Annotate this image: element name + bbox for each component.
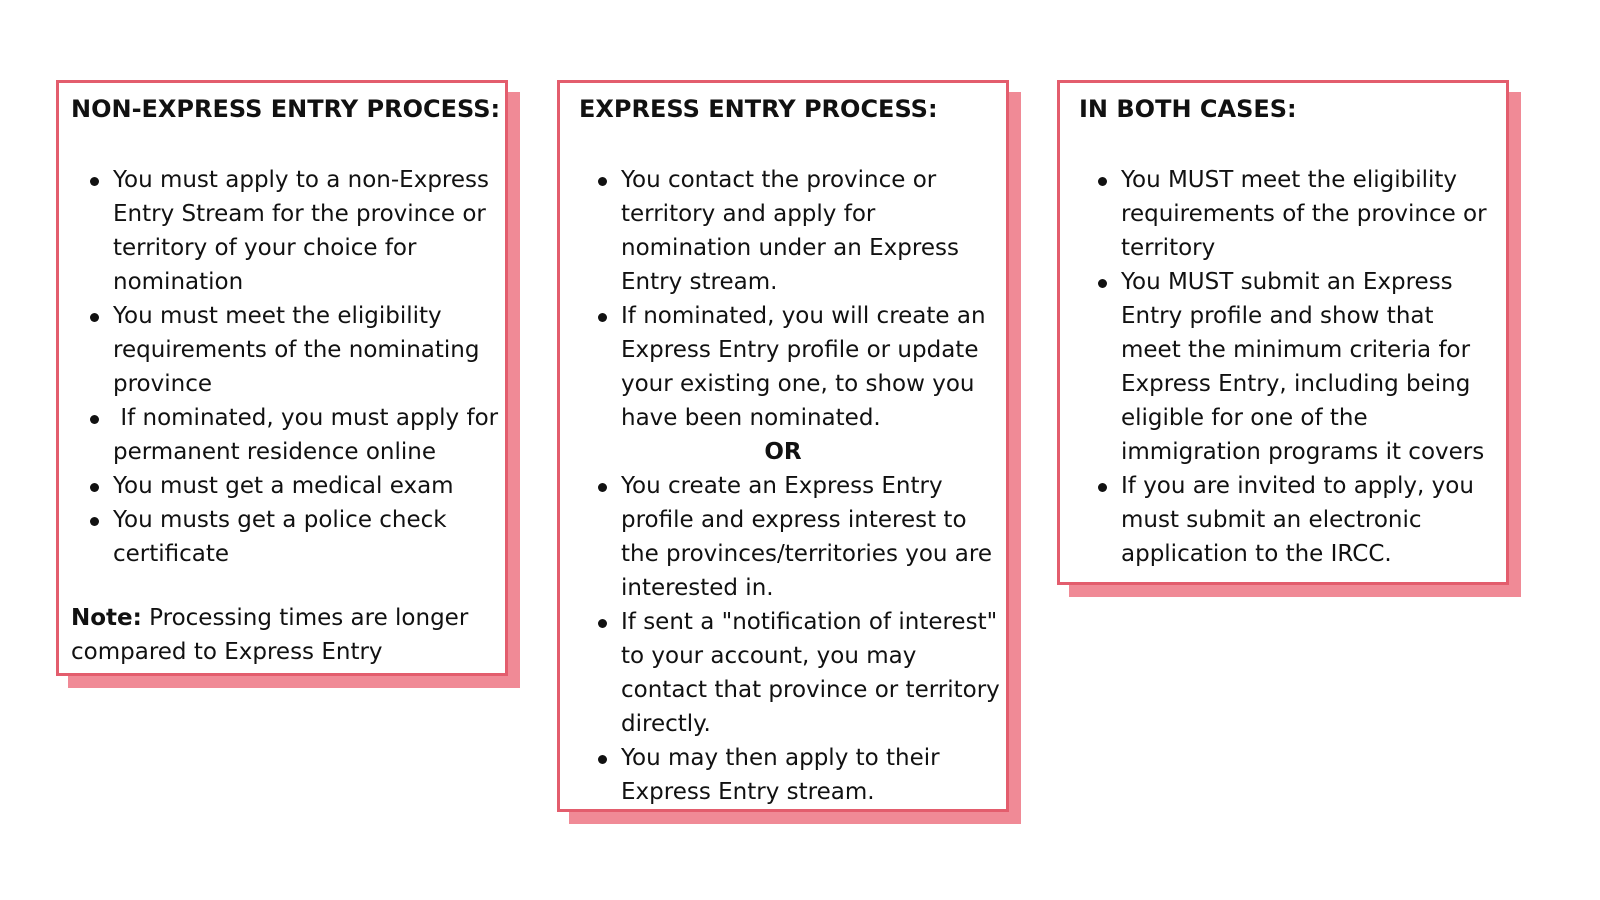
- list-item-text: If nominated, you will create an Express Entry profile or update your existing one, to show you have been nominated.: [621, 303, 986, 431]
- bullet-icon: [90, 483, 99, 492]
- bullet-icon: [1098, 483, 1107, 492]
- bullet-icon: [90, 313, 99, 322]
- list-item: [59, 163, 505, 299]
- bullet-icon: [90, 517, 99, 526]
- card-body: [56, 80, 508, 676]
- list-item-text: If nominated, you must apply for permanent residence online: [113, 405, 506, 465]
- bullet-icon: [598, 177, 607, 186]
- note-text: Processing times are longer compared to Express Entry: [71, 605, 476, 665]
- list-item-text: You MUST submit an Express Entry profile and show that meet the minimum criteria for Express Entry, including being eligible for one of the immigration programs it covers: [1121, 269, 1485, 465]
- list-item: [59, 469, 505, 503]
- list-item: [1060, 163, 1506, 265]
- list-item-text: You must meet the eligibility requirements of the nominating province: [113, 303, 480, 397]
- bullet-icon: [1098, 279, 1107, 288]
- card-body: [1057, 80, 1509, 585]
- bullet-icon: [598, 619, 607, 628]
- list-item: [560, 469, 1006, 605]
- list-item-text: You musts get a police check certificate: [113, 507, 447, 567]
- list-item-text: You may then apply to their Express Entry stream.: [621, 745, 940, 805]
- list-item: [59, 401, 505, 469]
- list-item: [1060, 469, 1506, 571]
- list-item-text: You must apply to a non-Express Entry Stream for the province or territory of your choice for nomination: [113, 167, 489, 295]
- list-item-text: You contact the province or territory and apply for nomination under an Express Entry stream.: [621, 167, 959, 295]
- list-item: [560, 741, 1006, 809]
- non-express-entry-card: [56, 80, 508, 676]
- bullet-list: [59, 163, 505, 571]
- list-item-text: You must get a medical exam: [113, 473, 454, 499]
- note-label: Note:: [71, 605, 142, 631]
- list-item: [1060, 265, 1506, 469]
- list-item-text: You MUST meet the eligibility requirements of the province or territory: [1121, 167, 1487, 261]
- list-item-text: If you are invited to apply, you must submit an electronic application to the IRCC.: [1121, 473, 1474, 567]
- card-body: [557, 80, 1009, 812]
- card-title: IN BOTH CASES:: [1079, 95, 1297, 123]
- bullet-icon: [1098, 177, 1107, 186]
- or-separator: OR: [764, 439, 802, 465]
- bullet-icon: [598, 483, 607, 492]
- list-item: [59, 503, 505, 571]
- list-item: [560, 605, 1006, 741]
- list-item-text: You create an Express Entry profile and express interest to the provinces/territories you are interested in.: [621, 473, 992, 601]
- list-item: [560, 163, 1006, 299]
- note: [71, 601, 495, 669]
- bullet-list: [560, 163, 1006, 809]
- card-title: NON-EXPRESS ENTRY PROCESS:: [71, 95, 501, 123]
- bullet-list: [1060, 163, 1506, 571]
- list-item-text: If sent a "notification of interest" to your account, you may contact that province or territory directly.: [621, 609, 1000, 737]
- bullet-icon: [598, 755, 607, 764]
- express-entry-card: [557, 80, 1009, 812]
- bullet-icon: [598, 313, 607, 322]
- bullet-icon: [90, 415, 99, 424]
- card-title: EXPRESS ENTRY PROCESS:: [579, 95, 938, 123]
- list-item: [560, 299, 1006, 435]
- bullet-icon: [90, 177, 99, 186]
- list-item: [59, 299, 505, 401]
- both-cases-card: [1057, 80, 1509, 585]
